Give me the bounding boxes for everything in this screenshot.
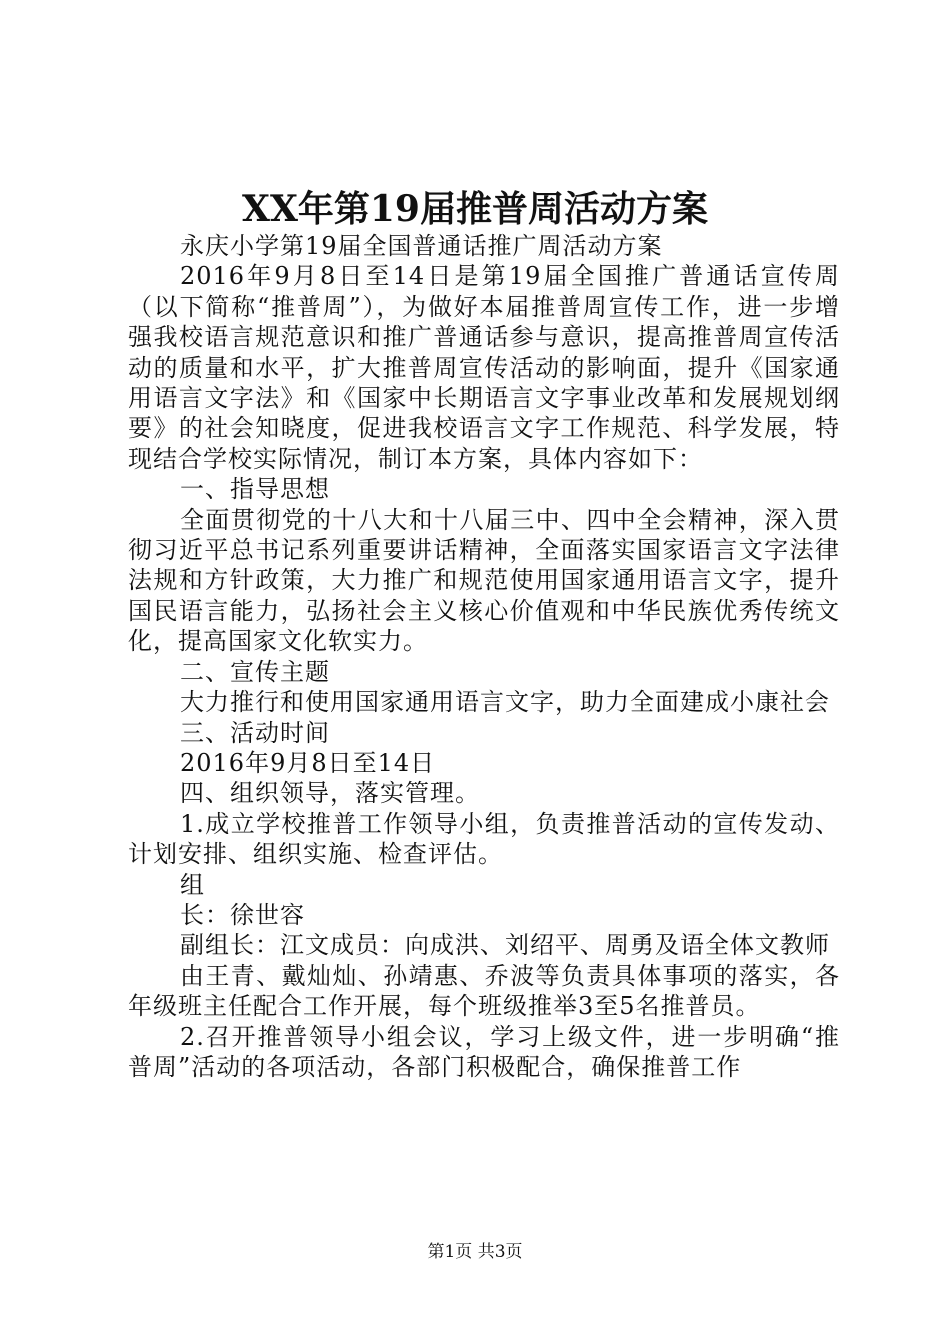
paragraph-meeting: 2.召开推普领导小组会议，学习上级文件，进一步明确“推普周”活动的各项活动，各部门积极配合，确保推普工作 bbox=[128, 1022, 840, 1081]
heading-guiding-ideology: 一、指导思想 bbox=[180, 475, 330, 504]
paragraph-intro: 2016年9月8日至14日是第19届全国推广普通话宣传周（以下简称“推普周”），为做好本届推普周宣传工作，进一步增强我校语言规范意识和推广普通话参与意识，提高推普周宣传活动的质量和水平，扩大推普周宣传活动的影响面，提升《国家通用语言文字法》和《国家中长期语言文字事业改革和发展规划纲要》的社会知晓度，促进我校语言文字工作规范、科学发展，特现结合学校实际情况，制订本方案，具体内容如下： bbox=[128, 262, 840, 473]
paragraph-group-leader: 长：徐世容 bbox=[180, 900, 305, 929]
paragraph-leading-group: 1.成立学校推普工作领导小组，负责推普活动的宣传发动、计划安排、组织实施、检查评估。 bbox=[128, 809, 840, 869]
heading-organization: 四、组织领导，落实管理。 bbox=[180, 779, 480, 808]
page-footer: 第1页 共3页 bbox=[427, 1242, 523, 1262]
paragraph-activity-time: 2016年9月8日至14日 bbox=[180, 748, 436, 777]
heading-activity-time: 三、活动时间 bbox=[180, 718, 330, 747]
paragraph-group-fragment: 组 bbox=[180, 870, 205, 899]
document-title: XX年第19届推普周活动方案 bbox=[242, 188, 708, 230]
paragraph-theme: 大力推行和使用国家通用语言文字，助力全面建成小康社会 bbox=[180, 688, 830, 717]
paragraph-deputy-leader: 副组长：江文成员：向成洪、刘绍平、周勇及语全体文教师 bbox=[180, 931, 830, 960]
heading-theme: 二、宣传主题 bbox=[180, 657, 330, 686]
paragraph-subtitle: 永庆小学第19届全国普通话推广周活动方案 bbox=[180, 232, 663, 260]
paragraph-implementation: 由王青、戴灿灿、孙靖惠、乔波等负责具体事项的落实，各年级班主任配合工作开展，每个班级推举3至5名推普员。 bbox=[128, 961, 840, 1021]
document-body bbox=[128, 231, 840, 1082]
paragraph-guiding-ideology: 全面贯彻党的十八大和十八届三中、四中全会精神，深入贯彻习近平总书记系列重要讲话精神，全面落实国家语言文字法律法规和方针政策，大力推广和规范使用国家通用语言文字，提升国民语言能力，弘扬社会主义核心价值观和中华民族优秀传统文化，提高国家文化软实力。 bbox=[128, 505, 840, 656]
